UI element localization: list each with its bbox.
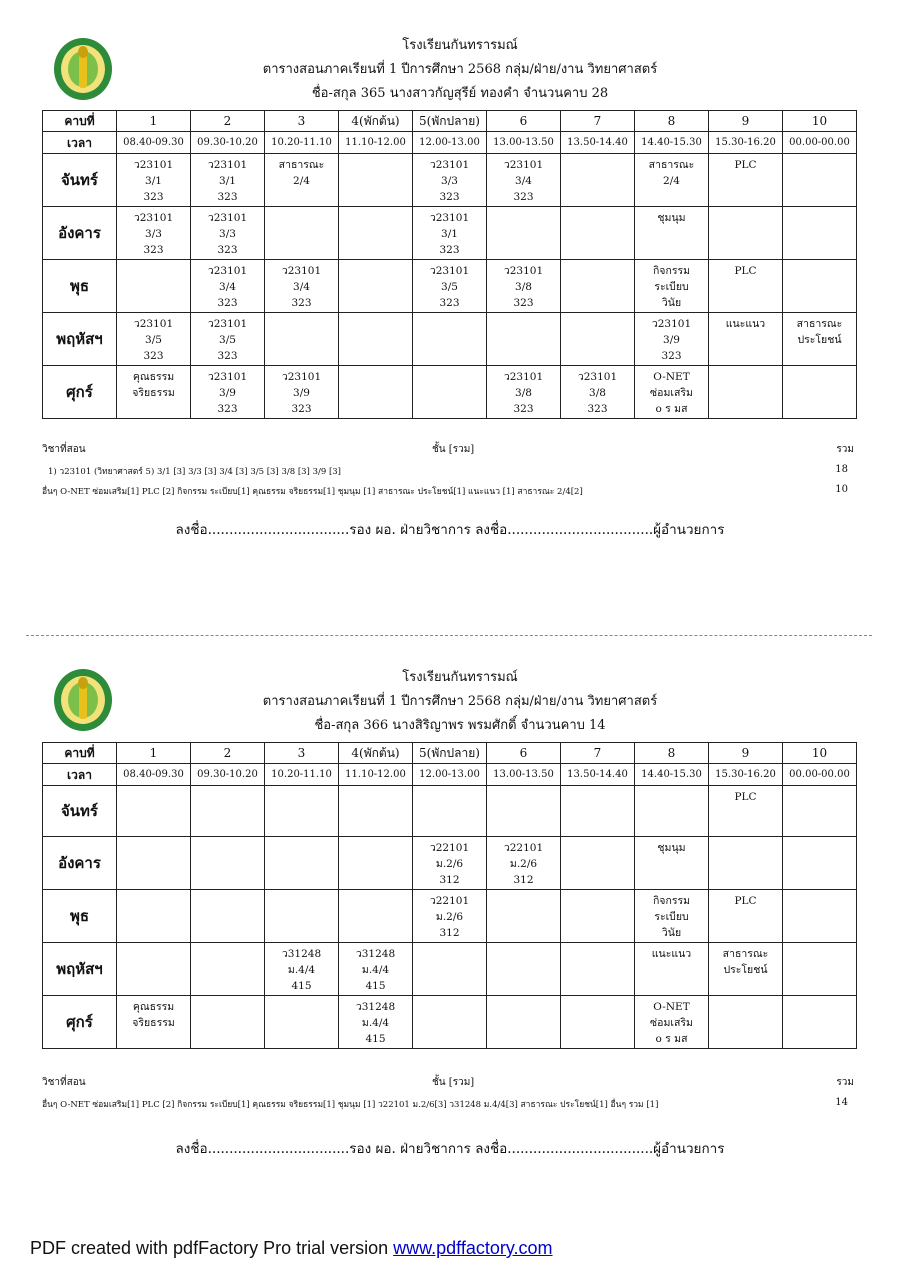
cell-line: สาธารณะ <box>796 318 843 330</box>
summary-class-label: ชั้น [รวม] <box>432 1077 475 1088</box>
day-row <box>43 313 857 366</box>
period-number: 5(พักปลาย) <box>413 111 487 132</box>
period-time: 11.10-12.00 <box>339 132 413 154</box>
cell-line: 2/4 <box>293 175 310 187</box>
schedule-cell[interactable] <box>413 890 487 943</box>
cell-line: 415 <box>291 980 312 992</box>
period-number: 8 <box>635 111 709 132</box>
schedule-cell[interactable] <box>191 154 265 207</box>
period-time: 10.20-11.10 <box>265 132 339 154</box>
schedule-cell[interactable] <box>561 890 635 943</box>
cell-line: 3/4 <box>515 175 532 187</box>
schedule-cell[interactable] <box>265 366 339 419</box>
cell-line: ม.2/6 <box>435 911 464 923</box>
day-row <box>43 890 857 943</box>
cell-line: 3/1 <box>145 175 162 187</box>
period-number: 4(พักต้น) <box>339 743 413 764</box>
day-label: ศุกร์ <box>43 366 117 419</box>
day-label: พฤหัสฯ <box>43 313 117 366</box>
cell-line: ม.2/6 <box>435 858 464 870</box>
period-time: 13.50-14.40 <box>561 764 635 786</box>
cell-line: 323 <box>661 350 682 362</box>
cell-line: ว31248 <box>281 948 322 960</box>
schedule-cell[interactable] <box>783 837 857 890</box>
cell-line: ว23101 <box>429 212 470 224</box>
school-name: โรงเรียนกันทรารมณ์ <box>402 38 518 53</box>
period-number: 3 <box>265 743 339 764</box>
cell-line: ว23101 <box>503 371 544 383</box>
cell-line: 415 <box>365 980 386 992</box>
cell-line: 3/8 <box>515 387 532 399</box>
cell-line: ว22101 <box>429 895 470 907</box>
schedule-cell[interactable] <box>635 366 709 419</box>
schedule-cell[interactable] <box>709 996 783 1049</box>
cell-line: 323 <box>143 350 164 362</box>
schedule-cell[interactable] <box>265 786 339 837</box>
period-time: 08.40-09.30 <box>117 764 191 786</box>
schedule-cell[interactable] <box>117 943 191 996</box>
cell-line: 415 <box>365 1033 386 1045</box>
cell-line: 312 <box>513 874 534 886</box>
schedule-cell[interactable] <box>265 260 339 313</box>
period-time: 15.30-16.20 <box>709 132 783 154</box>
cell-line: 3/9 <box>219 387 236 399</box>
cell-line: ว23101 <box>133 159 174 171</box>
schedule-cell[interactable] <box>265 996 339 1049</box>
schedule-cell[interactable] <box>191 207 265 260</box>
schedule-cell[interactable] <box>709 207 783 260</box>
summary-subject-label: วิชาที่สอน <box>42 444 86 455</box>
cell-line: 3/3 <box>145 228 162 240</box>
schedule-cell[interactable] <box>635 943 709 996</box>
schedule-cell[interactable] <box>339 890 413 943</box>
day-row <box>43 837 857 890</box>
schedule-cell[interactable] <box>191 943 265 996</box>
cell-line: ว23101 <box>207 212 248 224</box>
schedule-cell[interactable] <box>783 207 857 260</box>
cell-line: 323 <box>217 297 238 309</box>
schedule-cell[interactable] <box>413 786 487 837</box>
period-header: คาบที่ <box>43 743 117 764</box>
schedule-cell[interactable] <box>635 154 709 207</box>
cell-line: ว31248 <box>355 1001 396 1013</box>
schedule-cell[interactable] <box>709 154 783 207</box>
schedule-cell[interactable] <box>635 260 709 313</box>
cell-line: วินัย <box>661 297 682 309</box>
cell-line: ซ่อมเสริม <box>650 387 693 399</box>
cell-line: 3/9 <box>293 387 310 399</box>
schedule-cell[interactable] <box>339 313 413 366</box>
cell-line: ระเบียบ <box>654 911 689 923</box>
schedule-cell[interactable] <box>413 207 487 260</box>
teacher-name-line: ชื่อ-สกุล 366 นางสิริญาพร พรมศักดิ์ จำนวนคาบ 14 <box>314 718 606 733</box>
cell-line: 323 <box>217 191 238 203</box>
cell-line: 323 <box>513 191 534 203</box>
cell-line: ม.4/4 <box>361 964 390 976</box>
cell-line: ประโยชน์ <box>797 334 842 346</box>
cell-line: 3/4 <box>293 281 310 293</box>
cell-line: ว23101 <box>207 265 248 277</box>
period-header: คาบที่ <box>43 111 117 132</box>
period-time: 00.00-00.00 <box>783 132 857 154</box>
schedule-cell[interactable] <box>709 786 783 837</box>
pdf-footer <box>30 1238 553 1259</box>
schedule-cell[interactable] <box>487 313 561 366</box>
cell-line: 3/5 <box>219 334 236 346</box>
schedule-cell[interactable] <box>783 786 857 837</box>
schedule-cell[interactable] <box>487 260 561 313</box>
schedule-cell[interactable] <box>339 207 413 260</box>
period-number: 10 <box>783 111 857 132</box>
schedule-cell[interactable] <box>561 313 635 366</box>
cell-line: จริยธรรม <box>132 1017 175 1029</box>
schedule-cell[interactable] <box>413 313 487 366</box>
cell-line: 3/5 <box>145 334 162 346</box>
period-number: 10 <box>783 743 857 764</box>
schedule-cell[interactable] <box>339 366 413 419</box>
schedule-cell[interactable] <box>191 313 265 366</box>
schedule-cell[interactable] <box>265 943 339 996</box>
cell-line: แนะแนว <box>651 948 692 960</box>
period-number: 3 <box>265 111 339 132</box>
signature-line: ลงชื่อ.................................รอง ผอ. ฝ่ายวิชาการ ลงชื่อ..................................ผู้อำนวยการ <box>175 1141 725 1157</box>
cell-line: 3/3 <box>219 228 236 240</box>
schedule-cell[interactable] <box>265 207 339 260</box>
cell-line: คุณธรรม <box>132 371 175 383</box>
schedule-cell[interactable] <box>635 313 709 366</box>
time-header: เวลา <box>43 132 117 154</box>
schedule-cell[interactable] <box>413 366 487 419</box>
day-label: ศุกร์ <box>43 996 117 1049</box>
cell-line: ว23101 <box>207 159 248 171</box>
cell-line: วินัย <box>661 927 682 939</box>
schedule-cell[interactable] <box>413 837 487 890</box>
schedule-cell[interactable] <box>561 837 635 890</box>
cell-line: สาธารณะ <box>722 948 769 960</box>
cell-line: o ร มส <box>655 403 688 415</box>
cell-line: 3/4 <box>219 281 236 293</box>
cell-line: 323 <box>439 297 460 309</box>
schedule-cell[interactable] <box>191 366 265 419</box>
cell-line: O-NET <box>653 1001 690 1013</box>
schedule-cell[interactable] <box>487 154 561 207</box>
teacher-name-line: ชื่อ-สกุล 365 นางสาวกัญสุรีย์ ทองคำ จำนวนคาบ 28 <box>311 86 609 101</box>
period-number: 5(พักปลาย) <box>413 743 487 764</box>
cell-line: 323 <box>143 244 164 256</box>
other-line: อื่นๆ O-NET ซ่อมเสริม[1] PLC [2] กิจกรรม ระเบียบ[1] คุณธรรม จริยธรรม[1] ชุมนุม [1] ว22101 ม.2/6[3] ว31248 ม.4/4[3] สาธารณะ ประโยชน์[1] อื่นๆ รวม [1] 14 <box>42 1097 848 1110</box>
cell-line: ว23101 <box>281 371 322 383</box>
cell-line: 312 <box>439 874 460 886</box>
cell-line: ระเบียบ <box>654 281 689 293</box>
schedule-cell[interactable] <box>339 154 413 207</box>
schedule-cell[interactable] <box>635 996 709 1049</box>
schedule-cell[interactable] <box>117 837 191 890</box>
term-line: ตารางสอนภาคเรียนที่ 1 ปีการศึกษา 2568 กลุ่ม/ฝ่าย/งาน วิทยาศาสตร์ <box>262 694 658 709</box>
period-time: 12.00-13.00 <box>413 764 487 786</box>
cell-line: ว22101 <box>503 842 544 854</box>
other-line: อื่นๆ O-NET ซ่อมเสริม[1] PLC [2] กิจกรรม ระเบียบ[1] คุณธรรม จริยธรรม[1] ชุมนุม [1] สาธารณะ ประโยชน์[1] แนะแนว [1] สาธารณะ 2/4[2] 10 <box>42 484 848 497</box>
period-time: 09.30-10.20 <box>191 132 265 154</box>
timetable <box>42 742 857 1049</box>
signature-line: ลงชื่อ.................................รอง ผอ. ฝ่ายวิชาการ ลงชื่อ..................................ผู้อำนวยการ <box>175 522 725 538</box>
period-number: 1 <box>117 743 191 764</box>
cell-line: ว23101 <box>577 371 618 383</box>
cell-line: สาธารณะ <box>278 159 325 171</box>
schedule-cell[interactable] <box>561 260 635 313</box>
schedule-cell[interactable] <box>709 260 783 313</box>
day-label: พุธ <box>43 890 117 943</box>
schedule-cell[interactable] <box>561 207 635 260</box>
cell-line: ว23101 <box>429 265 470 277</box>
cell-line: 323 <box>143 191 164 203</box>
footer-link[interactable]: www.pdffactory.com <box>393 1238 553 1258</box>
schedule-cell[interactable] <box>487 890 561 943</box>
time-header: เวลา <box>43 764 117 786</box>
day-row <box>43 154 857 207</box>
schedule-cell[interactable] <box>413 260 487 313</box>
schedule-cell[interactable] <box>117 786 191 837</box>
cell-line: 3/9 <box>663 334 680 346</box>
schedule-cell[interactable] <box>783 260 857 313</box>
schedule-cell[interactable] <box>709 313 783 366</box>
schedule-cell[interactable] <box>709 366 783 419</box>
cell-line: o ร มส <box>655 1033 688 1045</box>
cell-line: ว23101 <box>429 159 470 171</box>
cell-line: ว23101 <box>133 212 174 224</box>
period-number: 9 <box>709 743 783 764</box>
cell-line: คุณธรรม <box>132 1001 175 1013</box>
cell-line: 3/3 <box>441 175 458 187</box>
schedule-cell[interactable] <box>635 786 709 837</box>
schedule-cell[interactable] <box>783 943 857 996</box>
period-time: 14.40-15.30 <box>635 132 709 154</box>
cell-line: 323 <box>217 244 238 256</box>
school-name: โรงเรียนกันทรารมณ์ <box>402 670 518 685</box>
schedule-cell[interactable] <box>339 786 413 837</box>
schedule-cell[interactable] <box>783 890 857 943</box>
cell-line: ม.4/4 <box>361 1017 390 1029</box>
cell-line: 323 <box>439 191 460 203</box>
schedule-cell[interactable] <box>487 943 561 996</box>
period-time: 09.30-10.20 <box>191 764 265 786</box>
cell-line: 323 <box>513 403 534 415</box>
cell-line: PLC <box>734 791 757 803</box>
schedule-cell[interactable] <box>487 786 561 837</box>
cell-line: ประโยชน์ <box>723 964 768 976</box>
period-number: 7 <box>561 111 635 132</box>
footer-text: PDF created with pdfFactory Pro trial version <box>30 1238 394 1258</box>
cell-line: ม.4/4 <box>287 964 316 976</box>
day-row <box>43 260 857 313</box>
cell-line: 3/8 <box>515 281 532 293</box>
day-row <box>43 786 857 837</box>
cell-line: ม.2/6 <box>509 858 538 870</box>
schedule-cell[interactable] <box>339 996 413 1049</box>
cell-line: 323 <box>291 403 312 415</box>
schedule-cell[interactable] <box>413 996 487 1049</box>
period-number: 9 <box>709 111 783 132</box>
summary-class-label: ชั้น [รวม] <box>432 444 475 455</box>
day-label: อังคาร <box>43 207 117 260</box>
period-time: 13.00-13.50 <box>487 132 561 154</box>
period-number: 1 <box>117 111 191 132</box>
period-time: 14.40-15.30 <box>635 764 709 786</box>
schedule-cell[interactable] <box>561 996 635 1049</box>
day-label: พฤหัสฯ <box>43 943 117 996</box>
period-number: 6 <box>487 743 561 764</box>
school-logo-icon <box>52 36 114 102</box>
period-number: 2 <box>191 111 265 132</box>
cell-line: ว22101 <box>429 842 470 854</box>
schedule-cell[interactable] <box>783 313 857 366</box>
schedule-cell[interactable] <box>191 260 265 313</box>
schedule-cell[interactable] <box>117 207 191 260</box>
schedule-cell[interactable] <box>783 154 857 207</box>
cell-line: 323 <box>513 297 534 309</box>
cell-line: O-NET <box>653 371 690 383</box>
period-number: 2 <box>191 743 265 764</box>
summary-total-label: รวม <box>836 1077 854 1088</box>
cell-line: แนะแนว <box>725 318 766 330</box>
cell-line: กิจกรรม <box>652 265 691 277</box>
schedule-cell[interactable] <box>413 154 487 207</box>
schedule-cell[interactable] <box>265 837 339 890</box>
summary-total-label: รวม <box>836 444 854 455</box>
cell-line: ว23101 <box>651 318 692 330</box>
cell-line: ว23101 <box>207 318 248 330</box>
schedule-cell[interactable] <box>561 366 635 419</box>
cell-line: ว23101 <box>503 265 544 277</box>
schedule-cell[interactable] <box>191 890 265 943</box>
period-number: 8 <box>635 743 709 764</box>
schedule-cell[interactable] <box>339 837 413 890</box>
schedule-cell[interactable] <box>413 943 487 996</box>
schedule-cell[interactable] <box>191 786 265 837</box>
cell-line: ซ่อมเสริม <box>650 1017 693 1029</box>
subject-line: 1) ว23101 (วิทยาศาสตร์ 5) 3/1 [3] 3/3 [3] 3/4 [3] 3/5 [3] 3/8 [3] 3/9 [3] 18 <box>48 464 848 477</box>
cell-line: 3/1 <box>219 175 236 187</box>
schedule-cell[interactable] <box>635 890 709 943</box>
cell-line: PLC <box>734 159 757 171</box>
cell-line: 323 <box>217 350 238 362</box>
period-time: 15.30-16.20 <box>709 764 783 786</box>
period-number: 7 <box>561 743 635 764</box>
cell-line: จริยธรรม <box>132 387 175 399</box>
day-label: จันทร์ <box>43 786 117 837</box>
schedule-cell[interactable] <box>117 260 191 313</box>
day-label: พุธ <box>43 260 117 313</box>
schedule-cell[interactable] <box>265 154 339 207</box>
schedule-cell[interactable] <box>339 260 413 313</box>
cell-line: 323 <box>217 403 238 415</box>
day-row <box>43 366 857 419</box>
period-time: 12.00-13.00 <box>413 132 487 154</box>
period-time: 08.40-09.30 <box>117 132 191 154</box>
cell-line: 3/5 <box>441 281 458 293</box>
schedule-cell[interactable] <box>561 786 635 837</box>
period-number: 4(พักต้น) <box>339 111 413 132</box>
cell-line: ว23101 <box>281 265 322 277</box>
cell-line: ชุมนุม <box>657 842 686 854</box>
day-row <box>43 996 857 1049</box>
cell-line: 323 <box>291 297 312 309</box>
schedule-cell[interactable] <box>709 943 783 996</box>
timetable <box>42 110 857 419</box>
schedule-cell[interactable] <box>117 890 191 943</box>
cell-line: 3/1 <box>441 228 458 240</box>
schedule-cell[interactable] <box>709 890 783 943</box>
schedule-cell[interactable] <box>191 837 265 890</box>
page-divider <box>26 635 872 636</box>
schedule-cell[interactable] <box>783 996 857 1049</box>
cell-line: 2/4 <box>663 175 680 187</box>
schedule-cell[interactable] <box>339 943 413 996</box>
cell-line: 3/8 <box>589 387 606 399</box>
period-time: 13.50-14.40 <box>561 132 635 154</box>
period-time: 00.00-00.00 <box>783 764 857 786</box>
schedule-cell[interactable] <box>265 313 339 366</box>
period-time: 10.20-11.10 <box>265 764 339 786</box>
period-time: 11.10-12.00 <box>339 764 413 786</box>
school-logo-icon <box>52 667 114 733</box>
day-label: อังคาร <box>43 837 117 890</box>
schedule-cell[interactable] <box>487 837 561 890</box>
cell-line: 323 <box>439 244 460 256</box>
cell-line: ว23101 <box>503 159 544 171</box>
schedule-cell[interactable] <box>709 837 783 890</box>
schedule-cell[interactable] <box>635 207 709 260</box>
cell-line: กิจกรรม <box>652 895 691 907</box>
schedule-cell[interactable] <box>561 154 635 207</box>
cell-line: ว31248 <box>355 948 396 960</box>
cell-line: ว23101 <box>207 371 248 383</box>
cell-line: 323 <box>587 403 608 415</box>
schedule-cell[interactable] <box>487 366 561 419</box>
schedule-cell[interactable] <box>783 366 857 419</box>
schedule-cell[interactable] <box>117 313 191 366</box>
summary-subject-label: วิชาที่สอน <box>42 1077 86 1088</box>
schedule-cell[interactable] <box>117 996 191 1049</box>
schedule-cell[interactable] <box>117 366 191 419</box>
schedule-cell[interactable] <box>191 996 265 1049</box>
cell-line: สาธารณะ <box>648 159 695 171</box>
day-label: จันทร์ <box>43 154 117 207</box>
cell-line: 312 <box>439 927 460 939</box>
schedule-cell[interactable] <box>265 890 339 943</box>
schedule-cell[interactable] <box>487 996 561 1049</box>
day-row <box>43 207 857 260</box>
term-line: ตารางสอนภาคเรียนที่ 1 ปีการศึกษา 2568 กลุ่ม/ฝ่าย/งาน วิทยาศาสตร์ <box>262 62 658 77</box>
schedule-cell[interactable] <box>487 207 561 260</box>
cell-line: ชุมนุม <box>657 212 686 224</box>
schedule-cell[interactable] <box>561 943 635 996</box>
cell-line: ว23101 <box>133 318 174 330</box>
period-time: 13.00-13.50 <box>487 764 561 786</box>
schedule-cell[interactable] <box>117 154 191 207</box>
schedule-cell[interactable] <box>635 837 709 890</box>
cell-line: PLC <box>734 265 757 277</box>
day-row <box>43 943 857 996</box>
cell-line: PLC <box>734 895 757 907</box>
period-number: 6 <box>487 111 561 132</box>
